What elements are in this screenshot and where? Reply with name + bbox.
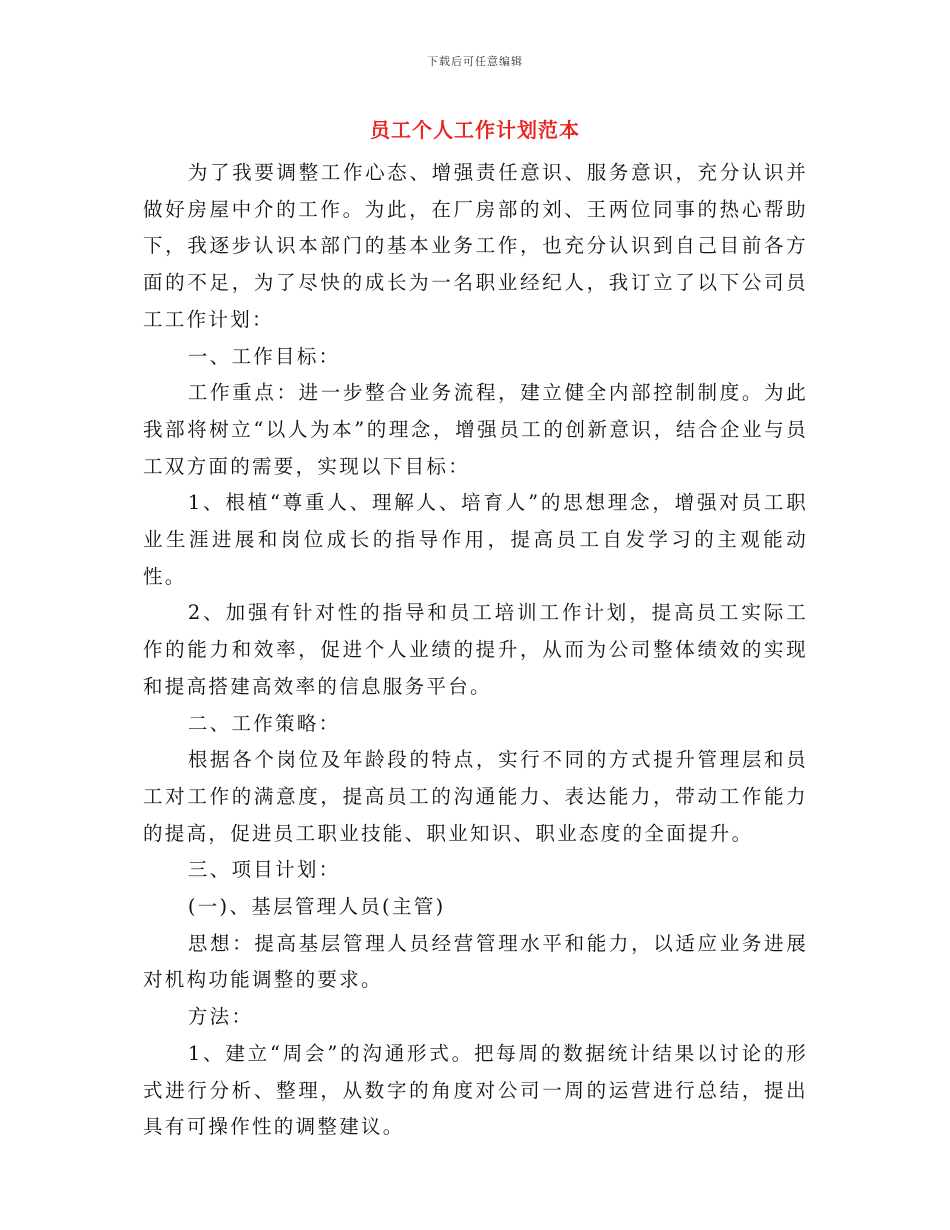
section-heading-goals: 一、工作目标： bbox=[187, 344, 341, 368]
managers-thought-paragraph: 思想：提高基层管理人员经营管理水平和能力，以适应业务进展对机构功能调整的要求。 bbox=[143, 931, 808, 992]
goal-item-2: 2、加强有针对性的指导和员工培训工作计划，提高员工实际工作的能力和效率，促进个人业绩的提升，从而为公司整体绩效的实现和提高搭建高效率的信息服务平台。 bbox=[143, 601, 808, 698]
method-item-1: 1、建立“周会”的沟通形式。把每周的数据统计结果以讨论的形式进行分析、整理，从数字的角度对公司一周的运营进行总结，提出具有可操作性的调整建议。 bbox=[143, 1041, 808, 1139]
header-note: 下载后可任意编辑 bbox=[427, 55, 523, 68]
goals-focus-paragraph: 工作重点：进一步整合业务流程，建立健全内部控制制度。为此我部将树立“以人为本”的理念，增强员工的创新意识，结合企业与员工双方面的需要，实现以下目标： bbox=[143, 381, 808, 478]
document-title: 员工个人工作计划范本 bbox=[370, 118, 580, 142]
intro-paragraph: 为了我要调整工作心态、增强责任意识、服务意识，充分认识并做好房屋中介的工作。为此，在厂房部的刘、王两位同事的热心帮助下，我逐步认识本部门的基本业务工作，也充分认识到自己目前各方面的不足，为了尽快的成长为一名职业经纪人，我订立了以下公司员工工作计划： bbox=[143, 161, 808, 331]
section-heading-strategy: 二、工作策略： bbox=[187, 711, 341, 735]
goal-item-1: 1、根植“尊重人、理解人、培育人”的思想理念，增强对员工职业生涯进展和岗位成长的指导作用，提高员工自发学习的主观能动性。 bbox=[143, 491, 808, 588]
section-heading-projects: 三、项目计划： bbox=[187, 858, 341, 882]
document-body bbox=[143, 155, 808, 1146]
methods-heading: 方法： bbox=[187, 1005, 254, 1029]
strategy-paragraph: 根据各个岗位及年龄段的特点，实行不同的方式提升管理层和员工对工作的满意度，提高员工的沟通能力、表达能力，带动工作能力的提高，促进员工职业技能、职业知识、职业态度的全面提升。 bbox=[143, 748, 808, 845]
subsection-heading-managers: (一)、基层管理人员(主管) bbox=[187, 895, 446, 919]
